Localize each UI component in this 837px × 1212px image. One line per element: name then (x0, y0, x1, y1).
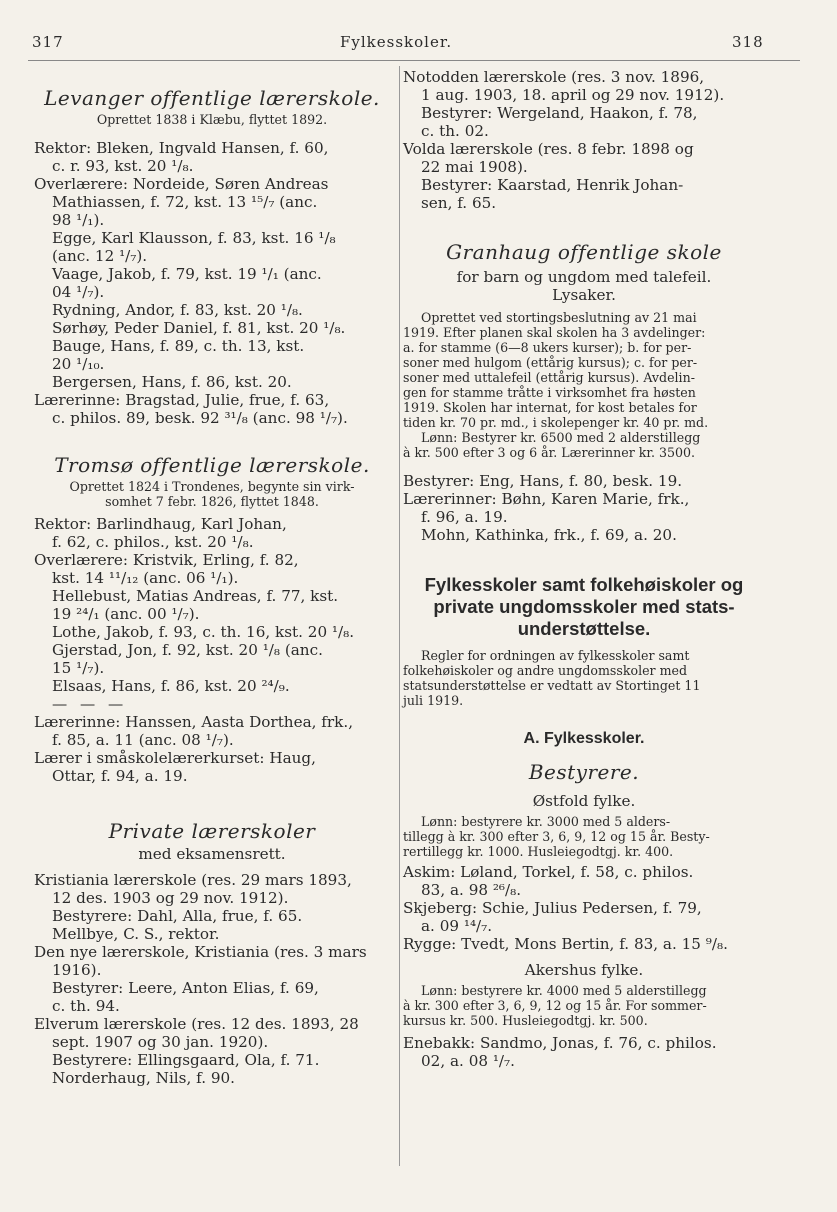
section-subtitle: Lysaker. (552, 286, 616, 304)
page-number-left: 317 (32, 33, 64, 51)
text-line: Bestyrer: Wergeland, Haakon, f. 78, (421, 104, 698, 122)
text-line: Lærerinner: Bøhn, Karen Marie, frk., (403, 490, 690, 508)
text-line: Askim: Løland, Torkel, f. 58, c. philos. (403, 863, 694, 881)
text-line: Lærerinne: Hanssen, Aasta Dorthea, frk., (34, 713, 354, 731)
text-line: Bauge, Hans, f. 89, c. th. 13, kst. (52, 337, 305, 355)
text-line: Bestyrere: Ellingsgaard, Ola, f. 71. (52, 1051, 320, 1069)
text-line: f. 85, a. 11 (anc. 08 ¹/₇). (52, 731, 234, 749)
text-line: f. 62, c. philos., kst. 20 ¹/₈. (52, 533, 254, 551)
section-subtitle: for barn og ungdom med talefeil. (456, 268, 712, 286)
text-line: 1 aug. 1903, 18. april og 29 nov. 1912). (421, 86, 725, 104)
note-line: 1919. Efter planen skal skolen ha 3 avdelinger: (403, 325, 706, 340)
note-line: Regler for ordningen av fylkesskoler samt (421, 648, 690, 663)
section-title: Granhaug offentlige skole (446, 240, 722, 264)
header-rule (28, 60, 800, 61)
text-line: Rygge: Tvedt, Mons Bertin, f. 83, a. 15 ⁹/₈. (403, 935, 728, 953)
text-line: Bestyrer: Eng, Hans, f. 80, besk. 19. (403, 472, 683, 490)
note-line: gen for stamme tråtte i virksomhet fra høsten (403, 385, 696, 400)
text-line: 20 ¹/₁₀. (52, 355, 105, 373)
text-line: 22 mai 1908). (421, 158, 528, 176)
text-line: Sørhøy, Peder Daniel, f. 81, kst. 20 ¹/₈. (52, 319, 346, 337)
note-line: folkehøiskoler og andre ungdomsskoler med (403, 663, 688, 678)
note-line: soner med uttalefeil (ettårig kursus). Avdelin- (403, 370, 695, 385)
section-subtitle: Oprettet 1838 i Klæbu, flyttet 1892. (96, 112, 328, 127)
text-line: 19 ²⁴/₁ (anc. 00 ¹/₇). (52, 605, 200, 623)
text-line: Rektor: Barlindhaug, Karl Johan, (34, 515, 287, 533)
text-line: Ottar, f. 94, a. 19. (52, 767, 188, 785)
note-line: tillegg à kr. 300 efter 3, 6, 9, 12 og 15 år. Besty- (403, 829, 710, 844)
text-line: f. 96, a. 19. (421, 508, 508, 526)
section-title: Levanger offentlige lærerskole. (44, 86, 380, 110)
text-line: Bestyrere: Dahl, Alla, frue, f. 65. (52, 907, 303, 925)
text-line: 1916). (52, 961, 102, 979)
text-line: c. th. 02. (421, 122, 489, 140)
text-line: Skjeberg: Schie, Julius Pedersen, f. 79, (403, 899, 702, 917)
text-line: sept. 1907 og 30 jan. 1920). (52, 1033, 269, 1051)
section-subtitle: med eksamensrett. (138, 845, 286, 863)
text-line: 83, a. 98 ²⁶/₈. (421, 881, 522, 899)
note-paragraph (403, 648, 765, 708)
text-line: Overlærere: Nordeide, Søren Andreas (34, 175, 329, 193)
text-line: Enebakk: Sandmo, Jonas, f. 76, c. philos. (403, 1034, 717, 1052)
text-line: 02, a. 08 ¹/₇. (421, 1052, 515, 1070)
text-line: Lærerinne: Bragstad, Julie, frue, f. 63, (34, 391, 330, 409)
note-line: a. for stamme (6—8 ukers kurser); b. for per- (403, 340, 692, 355)
text-line: 04 ¹/₇). (52, 283, 105, 301)
note-paragraph (403, 814, 765, 859)
column-divider (399, 66, 400, 1166)
note-line: soner med hulgom (ettårig kursus); c. for per- (403, 355, 698, 370)
note-line: à kr. 300 efter 3, 6, 9, 12 og 15 år. For sommer- (403, 998, 707, 1013)
county-heading: Akershus fylke. (524, 961, 644, 979)
text-line: Rydning, Andor, f. 83, kst. 20 ¹/₈. (52, 301, 303, 319)
chapter-heading: private ungdomsskoler med stats- (433, 596, 735, 617)
separator-dashes: — — — (52, 695, 128, 713)
text-line: Overlærere: Kristvik, Erling, f. 82, (34, 551, 299, 569)
text-line: Notodden lærerskole (res. 3 nov. 1896, (403, 68, 705, 86)
text-line: Egge, Karl Klausson, f. 83, kst. 16 ¹/₈ (52, 229, 336, 247)
page-number-right: 318 (732, 33, 764, 51)
chapter-heading: understøttelse. (517, 618, 651, 639)
section-title: Bestyrere. (528, 760, 640, 784)
text-line: Lothe, Jakob, f. 93, c. th. 16, kst. 20 ¹/₈. (52, 623, 355, 641)
note-paragraph (403, 310, 765, 460)
note-line: 1919. Skolen har internat, for kost betales for (403, 400, 697, 415)
note-paragraph (403, 983, 765, 1028)
section-title: Tromsø offentlige lærerskole. (54, 453, 370, 477)
text-line: sen, f. 65. (421, 194, 497, 212)
text-line: 98 ¹/₁). (52, 211, 105, 229)
note-line: Lønn: bestyrere kr. 4000 med 5 alderstillegg (421, 983, 707, 998)
text-line: Elverum lærerskole (res. 12 des. 1893, 28 (34, 1015, 359, 1033)
text-line: Bergersen, Hans, f. 86, kst. 20. (52, 373, 292, 391)
text-line: c. philos. 89, besk. 92 ³¹/₈ (anc. 98 ¹/₇). (52, 409, 348, 427)
note-line: Lønn: Bestyrer kr. 6500 med 2 alderstillegg (421, 430, 701, 445)
text-line: Norderhaug, Nils, f. 90. (52, 1069, 235, 1087)
note-line: statsunderstøttelse er vedtatt av Stortinget 11 (403, 678, 701, 693)
section-title: Private lærerskoler (108, 819, 316, 843)
left-column (34, 68, 390, 1087)
note-line: kursus kr. 500. Husleiegodtgj. kr. 500. (403, 1013, 648, 1028)
text-line: a. 09 ¹⁴/₇. (421, 917, 493, 935)
text-line: 12 des. 1903 og 29 nov. 1912). (52, 889, 289, 907)
note-line: à kr. 500 efter 3 og 6 år. Lærerinner kr. 3500. (403, 445, 696, 460)
text-line: 15 ¹/₇). (52, 659, 105, 677)
text-line: c. th. 94. (52, 997, 120, 1015)
text-line: Gjerstad, Jon, f. 92, kst. 20 ¹/₈ (anc. (52, 641, 323, 659)
text-line: Lærer i småskolelærerkurset: Haug, (34, 749, 316, 767)
text-line: Vaage, Jakob, f. 79, kst. 19 ¹/₁ (anc. (52, 265, 322, 283)
text-line: (anc. 12 ¹/₇). (52, 247, 148, 265)
section-subtitle: Oprettet 1824 i Trondenes, begynte sin virk- (69, 479, 355, 494)
text-line: Volda lærerskole (res. 8 febr. 1898 og (403, 140, 694, 158)
text-line: Mohn, Kathinka, frk., f. 69, a. 20. (421, 526, 677, 544)
note-line: tiden kr. 70 pr. md., i skolepenger kr. 40 pr. md. (403, 415, 709, 430)
running-header: Fylkesskoler. (340, 33, 453, 51)
note-line: rertillegg kr. 1000. Husleiegodtgj. kr. 400. (403, 844, 674, 859)
text-line: Den nye lærerskole, Kristiania (res. 3 mars (34, 943, 367, 961)
text-line: Mellbye, C. S., rektor. (52, 925, 220, 943)
county-heading: Østfold fylke. (532, 792, 636, 810)
subsection-heading: A. Fylkesskoler. (523, 730, 645, 747)
text-line: Bestyrer: Leere, Anton Elias, f. 69, (52, 979, 319, 997)
text-line: kst. 14 ¹¹/₁₂ (anc. 06 ¹/₁). (52, 569, 239, 587)
text-line: Elsaas, Hans, f. 86, kst. 20 ²⁴/₉. (52, 677, 290, 695)
text-line: Mathiassen, f. 72, kst. 13 ¹⁵/₇ (anc. (52, 193, 318, 211)
text-line: Kristiania lærerskole (res. 29 mars 1893, (34, 871, 352, 889)
text-line: Rektor: Bleken, Ingvald Hansen, f. 60, (34, 139, 329, 157)
note-line: Lønn: bestyrere kr. 3000 med 5 alders- (421, 814, 671, 829)
chapter-heading: Fylkesskoler samt folkehøiskoler og (424, 574, 744, 595)
note-line: Oprettet ved stortingsbeslutning av 21 mai (421, 310, 697, 325)
text-line: Bestyrer: Kaarstad, Henrik Johan- (421, 176, 684, 194)
section-subtitle: somhet 7 febr. 1826, flyttet 1848. (105, 494, 319, 509)
text-line: c. r. 93, kst. 20 ¹/₈. (52, 157, 194, 175)
text-line: Hellebust, Matias Andreas, f. 77, kst. (52, 587, 339, 605)
note-line: juli 1919. (403, 693, 464, 708)
right-column (403, 68, 765, 1070)
